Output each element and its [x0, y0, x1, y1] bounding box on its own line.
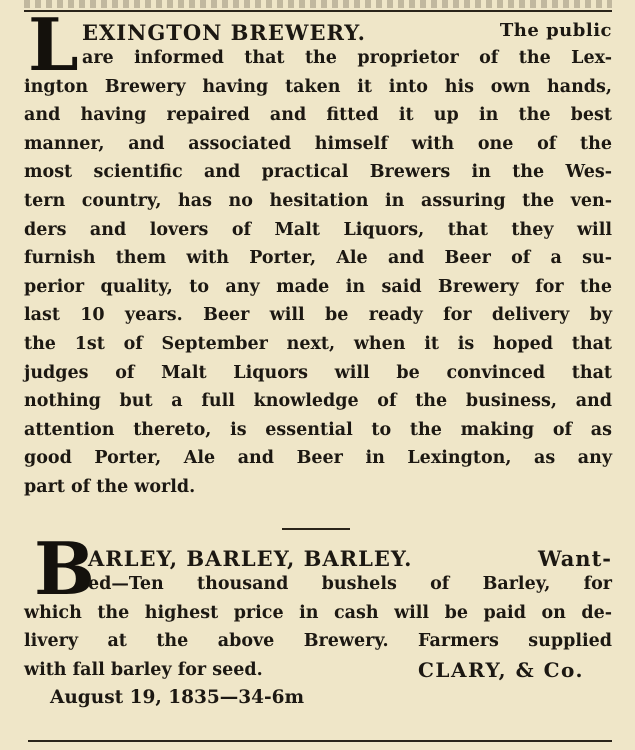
- separator-rule: [282, 528, 350, 530]
- drop-cap-B: B: [34, 526, 95, 611]
- ad-line: good Porter, Ale and Beer in Lexington, as any: [24, 448, 612, 469]
- ad-line: nothing but a full knowledge of the business, and: [24, 391, 612, 412]
- ad-line: are informed that the proprietor of the Lex-: [82, 48, 612, 68]
- ad-line: most scientific and practical Brewers in the Wes-: [24, 162, 612, 183]
- ad-line: perior quality, to any made in said Brewery for the: [24, 276, 612, 297]
- ad-heading-text: [88, 546, 612, 571]
- ad-line: ders and lovers of Malt Liquors, that they will: [24, 219, 612, 240]
- ad-line: livery at the above Brewery. Farmers supplied: [24, 631, 612, 652]
- ad-heading-text: [82, 20, 612, 45]
- ad-line: last 10 years. Beer will be ready for delivery by: [24, 305, 612, 326]
- ad-title: ARLEY, BARLEY, BARLEY.: [88, 546, 413, 571]
- ad-title-rest: Want-: [537, 546, 612, 571]
- clipped-previous-text: [24, 0, 612, 8]
- ad-line: part of the world.: [24, 476, 196, 497]
- ad-line: attention thereto, is essential to the making of as: [24, 419, 612, 440]
- ad-line: the 1st of September next, when it is hoped that: [24, 333, 612, 354]
- ad-line: judges of Malt Liquors will be convinced that: [24, 362, 612, 383]
- ad-line: with fall barley for seed.: [24, 659, 263, 680]
- ad-line: ington Brewery having taken it into his own hands,: [24, 76, 612, 97]
- brewery-advertisement: [24, 2, 612, 502]
- top-rule: [24, 10, 612, 12]
- barley-advertisement: [24, 526, 612, 713]
- bottom-rule: [28, 740, 612, 742]
- ad-line: tern country, has no hesitation in assuring the ven-: [24, 190, 612, 211]
- ad-line: ed—Ten thousand bushels of Barley, for: [88, 574, 612, 594]
- ad-title-rest: The public: [499, 20, 612, 41]
- ad-line: furnish them with Porter, Ale and Beer of a su-: [24, 248, 612, 269]
- ad-line: and having repaired and fitted it up in the best: [24, 105, 612, 126]
- ad-title: EXINGTON BREWERY.: [82, 20, 366, 45]
- drop-cap-L: L: [28, 2, 79, 87]
- advertiser-signature: CLARY, & Co.: [417, 657, 584, 682]
- ad-line-with-signer: [24, 656, 612, 685]
- ad-line: which the highest price in cash will be paid on de-: [24, 602, 612, 623]
- ad-line: manner, and associated himself with one of the: [24, 133, 612, 154]
- ad-date: August 19, 1835—34-6m: [50, 687, 305, 709]
